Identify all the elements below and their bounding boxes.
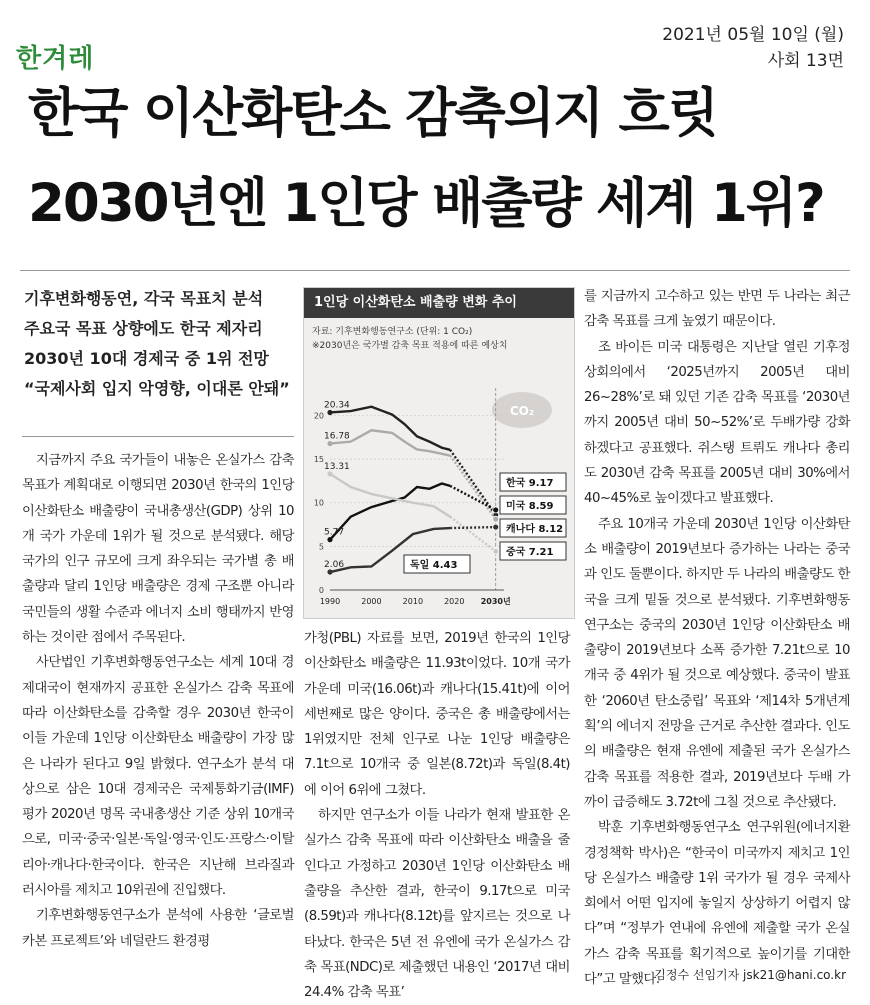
masthead	[0, 0, 870, 80]
series-start-point	[327, 537, 332, 542]
series-start-label: 13.31	[324, 461, 350, 472]
series-forecast-독일	[450, 517, 496, 552]
series-start-label: 5.77	[324, 527, 345, 538]
subheadline-block	[24, 284, 294, 404]
series-end-point	[493, 548, 499, 554]
end-label-중국: 중국 7.21	[506, 547, 554, 558]
paragraph: 지금까지 주요 국가들이 내놓은 온실가스 감축 목표가 계획대로 이행되면 2030년 한국의 1인당 이산화탄소 배출량이 국내총생산(GDP) 상위 10개 국가 가운데 1위가 될 것으로 분석됐다. 해당 국가의 인구 규모에 크게 좌우되는 국가별 총 배출량과 달리 1인당 배출량은 경제 구조뿐 아니라 국민들의 생활 수준과 에너지 소비 행태까지 반영하는 것이란 점에서 주목된다.	[22, 453, 294, 646]
article-column-2	[304, 626, 570, 1005]
y-tick-label: 0	[318, 586, 324, 595]
chart-plot	[304, 288, 574, 618]
article-column-3	[584, 284, 850, 992]
series-line-독일	[330, 474, 450, 517]
series-forecast-미국	[450, 450, 496, 515]
emissions-chart	[303, 287, 575, 619]
paragraph: 기후변화행동연구소가 분석에 사용한 ‘글로벌 카본 프로젝트’와 네덜란드 환경평	[22, 908, 294, 949]
chart-title: 1인당 이산화탄소 배출량 변화 추이	[304, 288, 574, 318]
series-start-point	[327, 410, 332, 415]
series-end-point	[493, 507, 499, 513]
x-tick-label: 2030년	[480, 597, 511, 606]
headline-line-2: 2030년엔 1인당 배출량 세계 1위?	[28, 173, 824, 234]
series-forecast-중국	[450, 527, 496, 528]
subheadline-line: “국제사회 입지 악영향, 이대론 안돼”	[24, 379, 290, 398]
paragraph: 가청(PBL) 자료를 보면, 2019년 한국의 1인당 이산화탄소 배출량은 11.93t이었다. 10개 국가 가운데 미국(16.06t)과 캐나다(15.41t)에 이어 세번째로 많은 양이다. 중국은 총 배출량에서는 1위였지만 전체 인구로 나눈 1인당 배출량은 7.1t으로 10개국 중 일본(8.72t)과 독일(8.4t)에 이어 6위에 그쳤다.	[304, 631, 570, 798]
y-tick-label: 20	[313, 411, 324, 421]
article-column-1	[22, 448, 294, 954]
x-tick-label: 1990	[319, 597, 341, 606]
co2-badge-label: CO₂	[509, 404, 535, 418]
y-tick-label: 10	[313, 498, 324, 508]
series-start-label: 2.06	[324, 560, 345, 571]
section-page: 사회 13면	[767, 51, 844, 71]
paragraph: 조 바이든 미국 대통령은 지난달 열린 기후정상회의에서 ‘2025년까지 2005년 대비 26~28%’로 돼 있던 기존 감축 목표를 ‘2030년까지 2005년 대비 50~52%’로 두배가량 강화하겠다고 공표했다. 쥐스탱 트뤼도 캐나다 총리도 2030년 감축 목표를 2005년 대비 30%에서 40~45%로 높이겠다고 발표했다.	[584, 339, 850, 507]
headline-line-1: 한국 이산화탄소 감축의지 흐릿	[28, 83, 717, 144]
y-tick-label: 15	[313, 455, 324, 465]
end-label-캐나다: 캐나다 8.12	[506, 524, 564, 535]
x-tick-label: 2010	[402, 597, 424, 606]
subheadline-line: 2030년 10대 경제국 중 1위 전망	[24, 349, 269, 368]
subheadline-line: 주요국 목표 상향에도 한국 제자리	[24, 319, 263, 338]
subdeck-divider	[22, 436, 294, 437]
paragraph: 박훈 기후변화행동연구소 연구위원(에너지환경정책학 박사)은 “한국이 미국까지 제치고 1인당 온실가스 배출량 1위 국가가 될 경우 국제사회에서 어떤 입지에 놓일지 상상하기 어렵지 않다”며 “정부가 연내에 유엔에 제출할 국가 온실가스 감축 목표를 획기적으로 높이기를 기대한다”고 말했다.	[584, 820, 850, 988]
series-start-label: 20.34	[324, 400, 350, 411]
end-label-한국: 한국 9.17	[506, 478, 554, 489]
series-start-point	[327, 441, 332, 446]
y-tick-label: 5	[318, 542, 324, 552]
series-end-point	[493, 516, 499, 522]
subheadline-line: 기후변화행동연, 각국 목표치 분석	[24, 289, 264, 308]
series-line-한국	[330, 484, 450, 540]
series-start-point	[327, 569, 332, 574]
paragraph: 사단법인 기후변화행동연구소는 세계 10대 경제대국이 현재까지 공표한 온실가스 감축 목표에 따라 이산화탄소를 감축할 경우 2030년 한국이 이들 가운데 1인당 이산화탄소 배출량이 가장 많은 나라가 된다고 9일 밝혔다. 연구소가 분석 대상으로 삼은 10대 경제국은 국제통화기금(IMF) 평가 2020년 명목 국내총생산 기준 상위 10개국으로, 미국·중국·일본·독일·영국·인도·프랑스·이탈리아·캐나다·한국이다. 한국은 지난해 브라질과 러시아를 제치고 10위권에 진입했다.	[22, 655, 294, 899]
newspaper-logo: 한겨레	[16, 44, 95, 74]
series-start-label: 16.78	[324, 431, 350, 442]
end-label-독일: 독일 4.43	[410, 560, 458, 571]
series-end-point	[493, 524, 499, 530]
x-tick-label: 2020	[444, 597, 465, 606]
series-start-point	[327, 471, 332, 476]
end-label-미국: 미국 8.59	[506, 501, 554, 512]
series-line-미국	[330, 407, 450, 450]
publication-date: 2021년 05월 10일 (월)	[662, 25, 844, 45]
chart-footnote: ※2030년은 국가별 감축 목표 적용에 따른 예상치	[312, 341, 508, 351]
paragraph: 를 지금까지 고수하고 있는 반면 두 나라는 최근 감축 목표를 크게 높였기 때문이다.	[584, 289, 850, 330]
chart-source: 자료: 기후변화행동연구소 (단위: 1 CO₂)	[312, 327, 473, 337]
x-tick-label: 2000	[361, 597, 382, 606]
series-forecast-캐나다	[450, 456, 496, 520]
paragraph: 주요 10개국 가운데 2030년 1인당 이산화탄소 배출량이 2019년보다 증가하는 나라는 중국과 인도 둘뿐이다. 하지만 두 나라의 배출량도 한국을 크게 밑돌 것으로 분석됐다. 기후변화행동연구소는 중국의 2030년 1인당 이산화탄소 배출량이 2019년보다 소폭 증가한 7.21t으로 10개국 중 4위가 될 것으로 예상했다. 중국이 발표한 ‘2060년 탄소중립’ 목표와 ‘제14차 5개년계획’의 에너지 전망을 근거로 추산한 결과다. 인도의 배출량은 현재 유엔에 제출된 국가 온실가스 감축 목표를 적용한 결과, 2019년보다 두배 가까이 급증해도 3.72t에 그칠 것으로 추산됐다.	[584, 516, 850, 810]
paragraph: 하지만 연구소가 이들 나라가 현재 발표한 온실가스 감축 목표에 따라 이산화탄소 배출을 줄인다고 가정하고 2030년 1인당 이산화탄소 배출량을 추산한 결과, 한국이 9.17t으로 미국(8.59t)과 캐나다(8.12t)를 앞지르는 것으로 나타났다. 한국은 5년 전 유엔에 국가 온실가스 감축 목표(NDC)로 제출했던 내용인 ‘2017년 대비 24.4% 감축 목표’	[304, 808, 570, 1001]
byline: 김정수 선임기자 jsk21@hani.co.kr	[654, 968, 846, 982]
headline-divider	[20, 270, 850, 271]
